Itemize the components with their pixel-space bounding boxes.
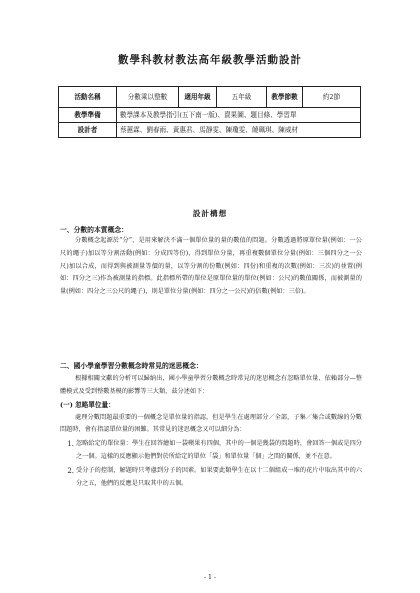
section-1-paragraph: 分數概念起源於“分”，是用來解決不滿一個單位量的量的數值的問題。分數透過將原單位量(例如：一公尺的繩子)加以等分割活動(例如：分成四等份)，得到單位分量，再重複數個單位分量(例如：三個四分之一公尺)加以合成，而得到與被測量等價的量，以等分割的份數(例如：四份)和重複的次數(例如：三次)的並置(例如：四分之三)作為被測量的指標。此指標所帶的單位是原單位量的單位(例如：公尺)的數值關係，而被測量的量(例如：四分之三公尺的繩子)，則是單位分量(例如：四分之一公尺)的倍數(例如：三倍)。: [60, 237, 362, 296]
section-1-title: 一、分數的本質概念：: [60, 226, 128, 234]
section-2-paragraph: 根據相關文獻的分析可以歸納出，國小學童學習分數概念時常見的迷思概念有忽略單位量、依賴部分—整體模式及受到整數基模的影響等三大類，茲分述如下：: [60, 375, 362, 395]
info-row-designer: [59, 123, 361, 138]
page-number: - 1 -: [203, 574, 217, 581]
design-heading: 設計構想: [192, 209, 228, 218]
page-title: 數學科教材教法高年級教學活動設計: [118, 54, 302, 66]
list-item-number: 2.: [67, 466, 74, 475]
periods-value: 約2節: [303, 87, 361, 108]
info-row-unit: [59, 87, 361, 108]
grade-label: 適用年級: [179, 87, 217, 108]
periods-label: 教學節數: [267, 87, 303, 108]
subsection-1-title: (一) 忽略單位量：: [60, 400, 115, 409]
unit-label: 活動名稱: [59, 87, 117, 108]
designer-label: 設計者: [59, 123, 117, 138]
prep-value: 數學課本及教學指引(五下南一版)、賣果圖、題目條、學習單: [117, 108, 361, 123]
list-item-text: 受分子的控制，解題時只考慮到分子的因素。如果要此類學生在以十二個組成一堆的花片中取出其中的六分之五，他們的反應是只取其中的五個。: [76, 466, 362, 487]
section-2-title: 二、國小學童學習分數概念時常見的迷思概念：: [60, 362, 203, 370]
list-item-text: 忽略給定的單位量：學生在回答繪如一袋蘋果有四個，其中的一個是幾袋的問題時，會回答一個或是四分之一個。這樣的反應顯示他們對於所給定的單位「袋」和單位量「個」之間的關係，並不在意。: [76, 440, 362, 460]
list-item-number: 1.: [67, 440, 74, 449]
list-item: [60, 465, 362, 491]
grade-value: 五年級: [217, 87, 267, 108]
designer-value: 蔡蕙霖、劉春雨、黃惠君、馬靜雯、陳瓊雯、饒珮琪、陳威材: [117, 123, 361, 138]
section-1: [60, 226, 362, 299]
subsection-1-paragraph: 處理分數問題最重要的一個概念是單位量的指認，但是學生在處理部分／全部，子集／集合或數線的分數問題時，會有指認單位量的困難。其常見的迷思概念又可以細分為：: [60, 413, 362, 434]
section-2: [60, 362, 362, 490]
info-row-prep: [59, 108, 361, 123]
list-item: [60, 438, 362, 464]
prep-label: 教學準備: [59, 108, 117, 123]
activity-info-table: [58, 86, 361, 138]
unit-value: 分數乘以整數: [117, 87, 179, 108]
